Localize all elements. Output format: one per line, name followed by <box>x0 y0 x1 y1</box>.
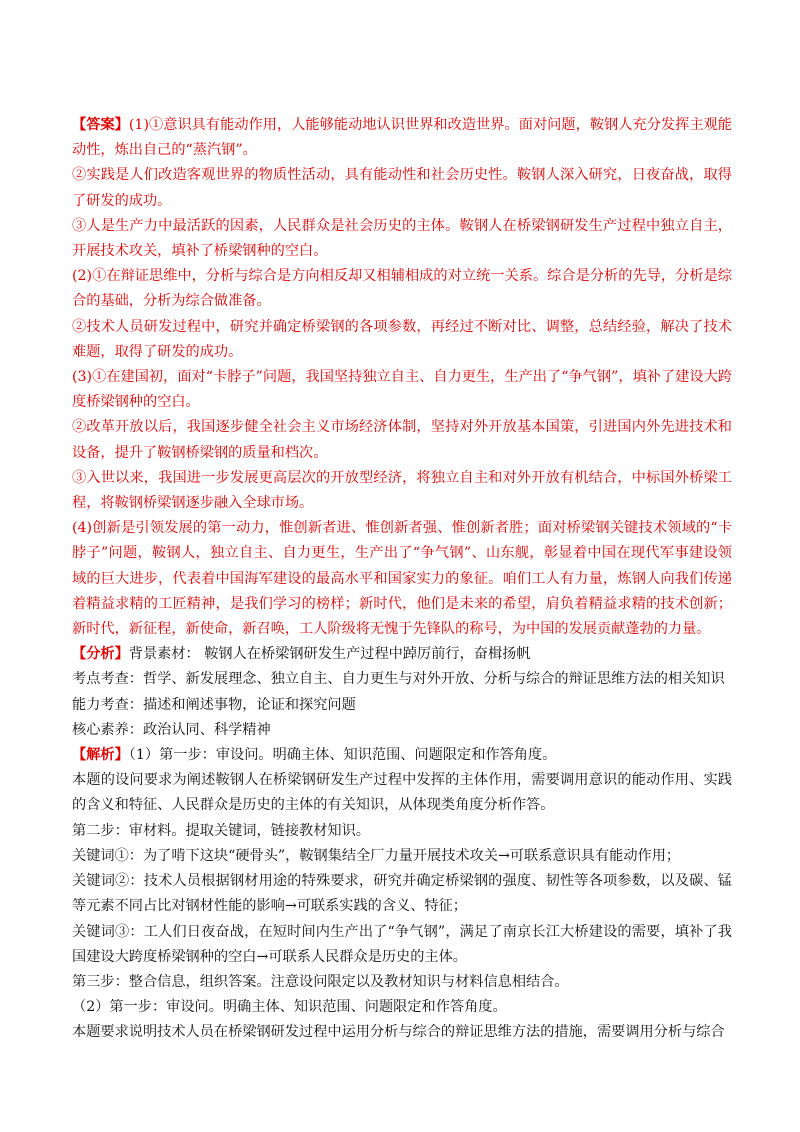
explanation-line-8: 本题要求说明技术人员在桥梁钢研发过程中运用分析与综合的辩证思维方法的措施，需要调用分析与综合 <box>72 1024 725 1041</box>
answer-tag: 【答案】 <box>72 117 129 133</box>
explanation-tag: 【解析】 <box>72 747 129 764</box>
explanation-first: （1）第一步：审设问。明确主体、知识范围、问题限定和作答角度。 <box>128 747 557 764</box>
answer-text: (1)①意识具有能动作用，人能够能动地认识世界和改造世界。面对问题，鞍钢人充分发挥主观能动性，炼出自己的“蒸汽钢”。 <box>72 117 732 159</box>
answer-paragraph-9: (4)创新是引领发展的第一动力，惟创新者进、惟创新者强、惟创新者胜；面对桥梁钢关键技术领域的“卡脖子”问题，鞍钢人，独立自主、自力更生，生产出了“争气钢”、山东舰，彰显着中国在现代军事建设领域的巨大进步，代表着中国海军建设的最高水平和国家实力的象征。咱们工人有力量，炼钢人向我们传递着精益求精的工匠精神，是我们学习的榜样；新时代，他们是未来的希望，肩负着精益求精的技术创新；新时代，新征程，新使命，新召唤，工人阶级将无愧于先锋队的称号，为中国的发展贡献蓬勃的力量。 <box>72 520 732 638</box>
answer-paragraph-5: ②技术人员研发过程中，研究并确定桥梁钢的各项参数，再经过不断对比、调整，总结经验，解决了技术难题，取得了研发的成功。 <box>72 318 732 360</box>
analysis-background: 背景素材： 鞍钢人在桥梁钢研发生产过程中踔厉前行，奋楫扬帆 <box>128 646 531 663</box>
analysis-line-3: 核心素养：政治认同、科学精神 <box>72 721 271 738</box>
explanation-line-6: 第三步：整合信息，组织答案。注意设问限定以及教材知识与材料信息相结合。 <box>72 973 569 990</box>
explanation-line-3: 关键词①：为了啃下这块“硬骨头”，鞍钢集结全厂力量开展技术攻关→可联系意识具有能动作用； <box>72 847 681 864</box>
explanation-line-2: 第二步：审材料。提取关键词，链接教材知识。 <box>72 822 370 839</box>
answer-paragraph-1 <box>72 113 732 163</box>
answer-paragraph-7: ②改革开放以后，我国逐步健全社会主义市场经济体制，坚持对外开放基本国策，引进国内外先进技术和设备，提升了鞍钢桥梁钢的质量和档次。 <box>72 419 732 461</box>
analysis-paragraph <box>72 642 732 667</box>
answer-paragraph-4: (2)①在辩证思维中，分析与综合是方向相反却又相辅相成的对立统一关系。综合是分析的先导，分析是综合的基础，分析为综合做准备。 <box>72 268 732 310</box>
explanation-line-7: （2）第一步：审设问。明确主体、知识范围、问题限定和作答角度。 <box>72 999 507 1016</box>
analysis-line-1: 考点考查：哲学、新发展理念、独立自主、自力更生与对外开放、分析与综合的辩证思维方法的相关知识 <box>72 671 725 688</box>
analysis-tag: 【分析】 <box>72 646 129 663</box>
answer-paragraph-6: (3)①在建国初，面对“卡脖子”问题，我国坚持独立自主、自力更生，生产出了“争气钢”，填补了建设大跨度桥梁钢种的空白。 <box>72 369 732 411</box>
explanation-line-5: 关键词③：工人们日夜奋战，在短时间内生产出了“争气钢”，满足了南京长江大桥建设的需要，填补了我国建设大跨度桥梁钢种的空白→可联系人民群众是历史的主体。 <box>72 923 732 965</box>
answer-paragraph-8: ③入世以来，我国进一步发展更高层次的开放型经济，将独立自主和对外开放有机结合，中标国外桥梁工程，将鞍钢桥梁钢逐步融入全球市场。 <box>72 469 732 512</box>
explanation-line-4: 关键词②：技术人员根据钢材用途的特殊要求，研究并确定桥梁钢的强度、韧性等各项参数，以及碳、锰等元素不同占比对钢材性能的影响→可联系实践的含义、特征； <box>72 873 732 915</box>
answer-paragraph-2: ②实践是人们改造客观世界的物质性活动，具有能动性和社会历史性。鞍钢人深入研究，日夜奋战，取得了研发的成功。 <box>72 167 732 209</box>
explanation-paragraph <box>72 743 732 768</box>
explanation-line-1: 本题的设问要求为阐述鞍钢人在桥梁钢研发生产过程中发挥的主体作用，需要调用意识的能动作用、实践的含义和特征、人民群众是历史的主体的有关知识，从体现类角度分析作答。 <box>72 772 732 814</box>
analysis-line-2: 能力考查：描述和阐述事物，论证和探究问题 <box>72 696 356 713</box>
answer-paragraph-3: ③人是生产力中最活跃的因素，人民群众是社会历史的主体。鞍钢人在桥梁钢研发生产过程中独立自主，开展技术攻关，填补了桥梁钢种的空白。 <box>72 217 732 260</box>
document-body <box>72 113 732 1046</box>
